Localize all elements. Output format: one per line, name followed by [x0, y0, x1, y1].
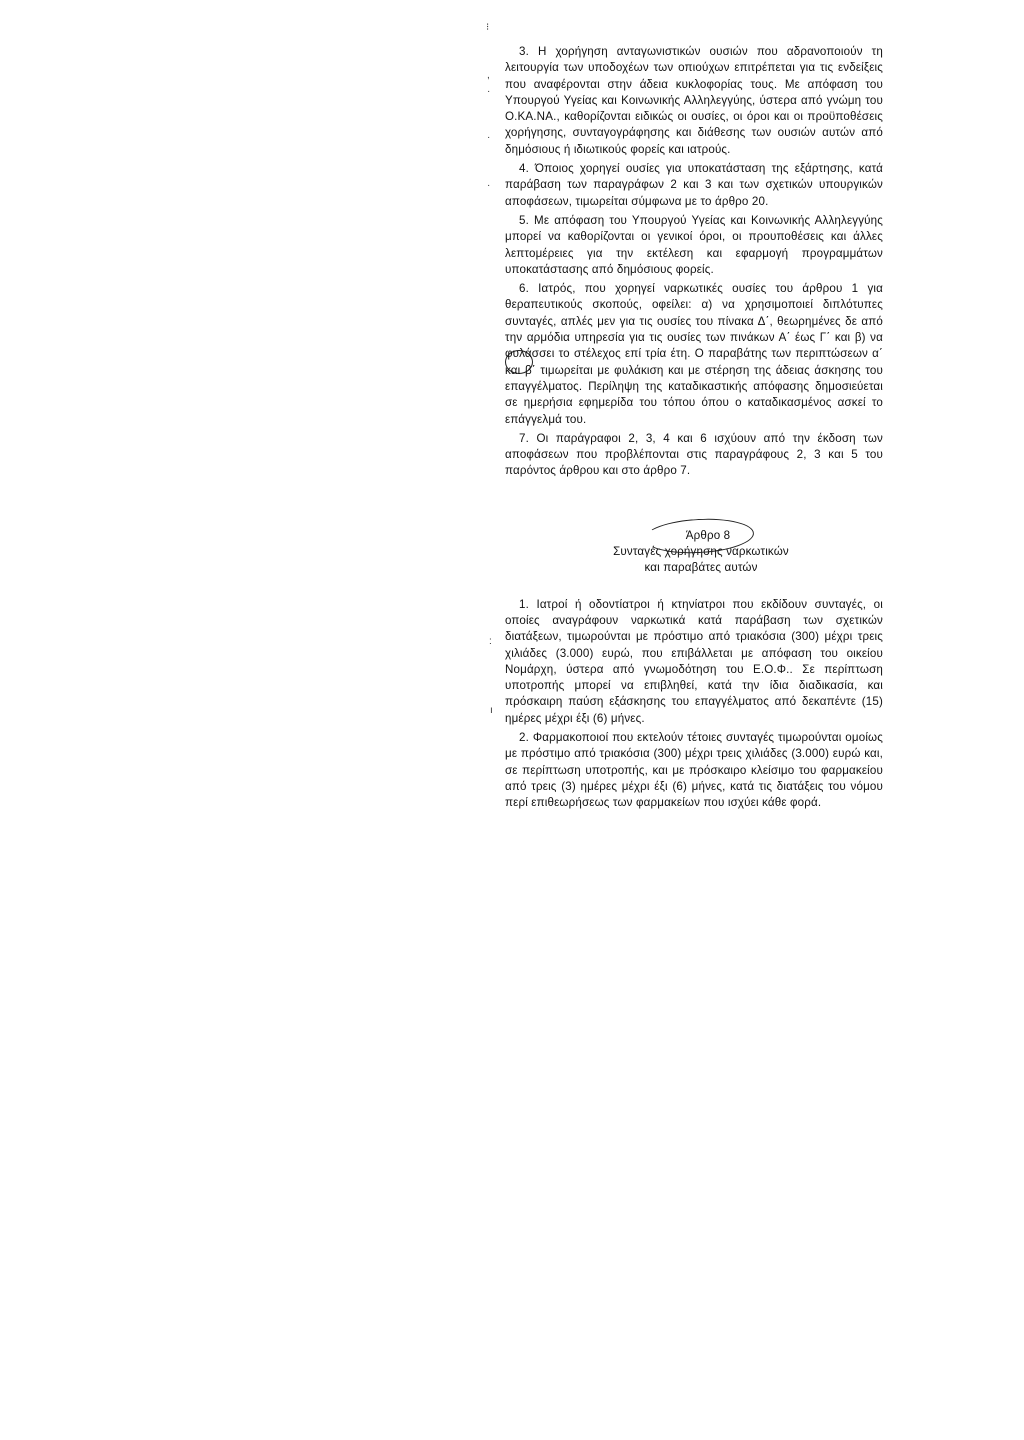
scan-mark: :	[489, 636, 492, 647]
scan-mark: ,	[487, 70, 490, 81]
text-column	[505, 44, 883, 811]
paragraph-7: 7. Οι παράγραφοι 2, 3, 4 και 6 ισχύουν από την έκδοση των αποφάσεων που προβλέπονται στις παραγράφους 2, 3 και 5 του παρόντος άρθρου και στο άρθρο 7.	[505, 431, 883, 478]
article-subtitle-line-2: και παραβάτες αυτών	[644, 561, 758, 575]
scan-mark: ·	[487, 132, 491, 143]
scan-mark: ·	[487, 180, 491, 191]
article-heading	[505, 528, 883, 544]
scan-mark: ⁝	[486, 22, 490, 33]
article-subtitle-line-1: Συνταγές χορήγησης ναρκωτικών	[613, 545, 789, 559]
paragraph-5: 5. Με απόφαση του Υπουργού Υγείας και Κοινωνικής Αλληλεγγύης μπορεί να καθορίζονται οι γενικοί όροι, οι προυποθέσεις και άλλες λεπτομέρειες για την εκτέλεση και εφαρμογή προγραμμάτων υποκατάστασης από δημόσιους φορείς.	[505, 213, 883, 276]
scan-mark: ·	[487, 86, 491, 97]
article-8-paragraph-2: 2. Φαρμακοποιοί που εκτελούν τέτοιες συνταγές τιμωρούνται ομοίως με πρόστιμο από τριακόσια (300) μέχρι τρεις χιλιάδες (3.000) ευρώ και, σε περίπτωση υποτροπής, και με πρόσκαιρο κλείσιμο του φαρμακείου από τρεις (3) ημέρες μέχρι έξι (6) μήνες, κατά τις διατάξεις του νόμου περί επιθεωρήσεως των φαρμακείων που ισχύει κάθε φορά.	[505, 730, 883, 810]
article-8-paragraph-1: 1. Ιατροί ή οδοντίατροι ή κτηνίατροι που εκδίδουν συνταγές, οι οποίες αναγράφουν ναρκωτικά κατά παράβαση των σχετικών διατάξεων, τιμωρούνται με πρόστιμο από τριακόσια (300) μέχρι τρεις χιλιάδες (3.000) ευρώ, που επιβάλλεται με απόφαση του οικείου Νομάρχη, ύστερα από γνωμοδότηση του Ε.Ο.Φ.. Σε περίπτωση υποτροπής μπορεί να επιβληθεί, κατά την ίδια διαδικασία, και πρόσκαιρη παύση εξάσκησης του επαγγέλματος από δεκαπέντε (15) ημέρες μέχρι έξι (6) μήνες.	[505, 597, 883, 725]
paragraph-3: 3. Η χορήγηση ανταγωνιστικών ουσιών που αδρανοποιούν τη λειτουργία των υποδοχέων των οπιούχων επιτρέπεται για τις ενδείξεις που αναφέρονται στην άδεια κυκλοφορίας τους. Με απόφαση του Υπουργού Υγείας και Κοινωνικής Αλληλεγγύης, ύστερα από γνώμη του Ο.ΚΑ.ΝΑ., καθορίζονται ειδικώς οι ουσίες, οι όροι και οι προϋποθέσεις χορήγησης, συνταγογράφησης και διάθεσης των ουσιών αυτών από δημόσιους ή ιδιωτικούς φορείς και ιατρούς.	[505, 45, 883, 156]
paragraph-6: 6. Ιατρός, που χορηγεί ναρκωτικές ουσίες του άρθρου 1 για θεραπευτικούς σκοπούς, οφείλει: α) να χρησιμοποιεί διπλότυπες συνταγές, απλές μεν για τις ουσίες του πίνακα Δ΄, θεωρημένες δε από την αρμόδια υπηρεσία για τις ουσίες των πινάκων Α΄ έως Γ΄ και β) να φυλάσσει το στέλεχος επί τρία έτη. Ο παραβάτης των περιπτώσεων α΄ και β΄ τιμωρείται με φυλάκιση και με στέρηση της άδειας άσκησης του επαγγέλματος. Περίληψη της καταδικαστικής απόφασης δημοσιεύεται σε ημερήσια εφημερίδα του τόπου όπου ο καταδικασμένος ασκεί το επάγγελμά του.	[505, 282, 883, 426]
paragraph-4: 4. Όποιος χορηγεί ουσίες για υποκατάσταση της εξάρτησης, κατά παράβαση των παραγράφων 2 και 3 και των σχετικών υπουργικών αποφάσεων, τιμωρείται σύμφωνα με το άρθρο 20.	[505, 162, 883, 208]
article-title: Άρθρο 8	[685, 528, 731, 542]
scan-mark: ı	[490, 705, 493, 716]
